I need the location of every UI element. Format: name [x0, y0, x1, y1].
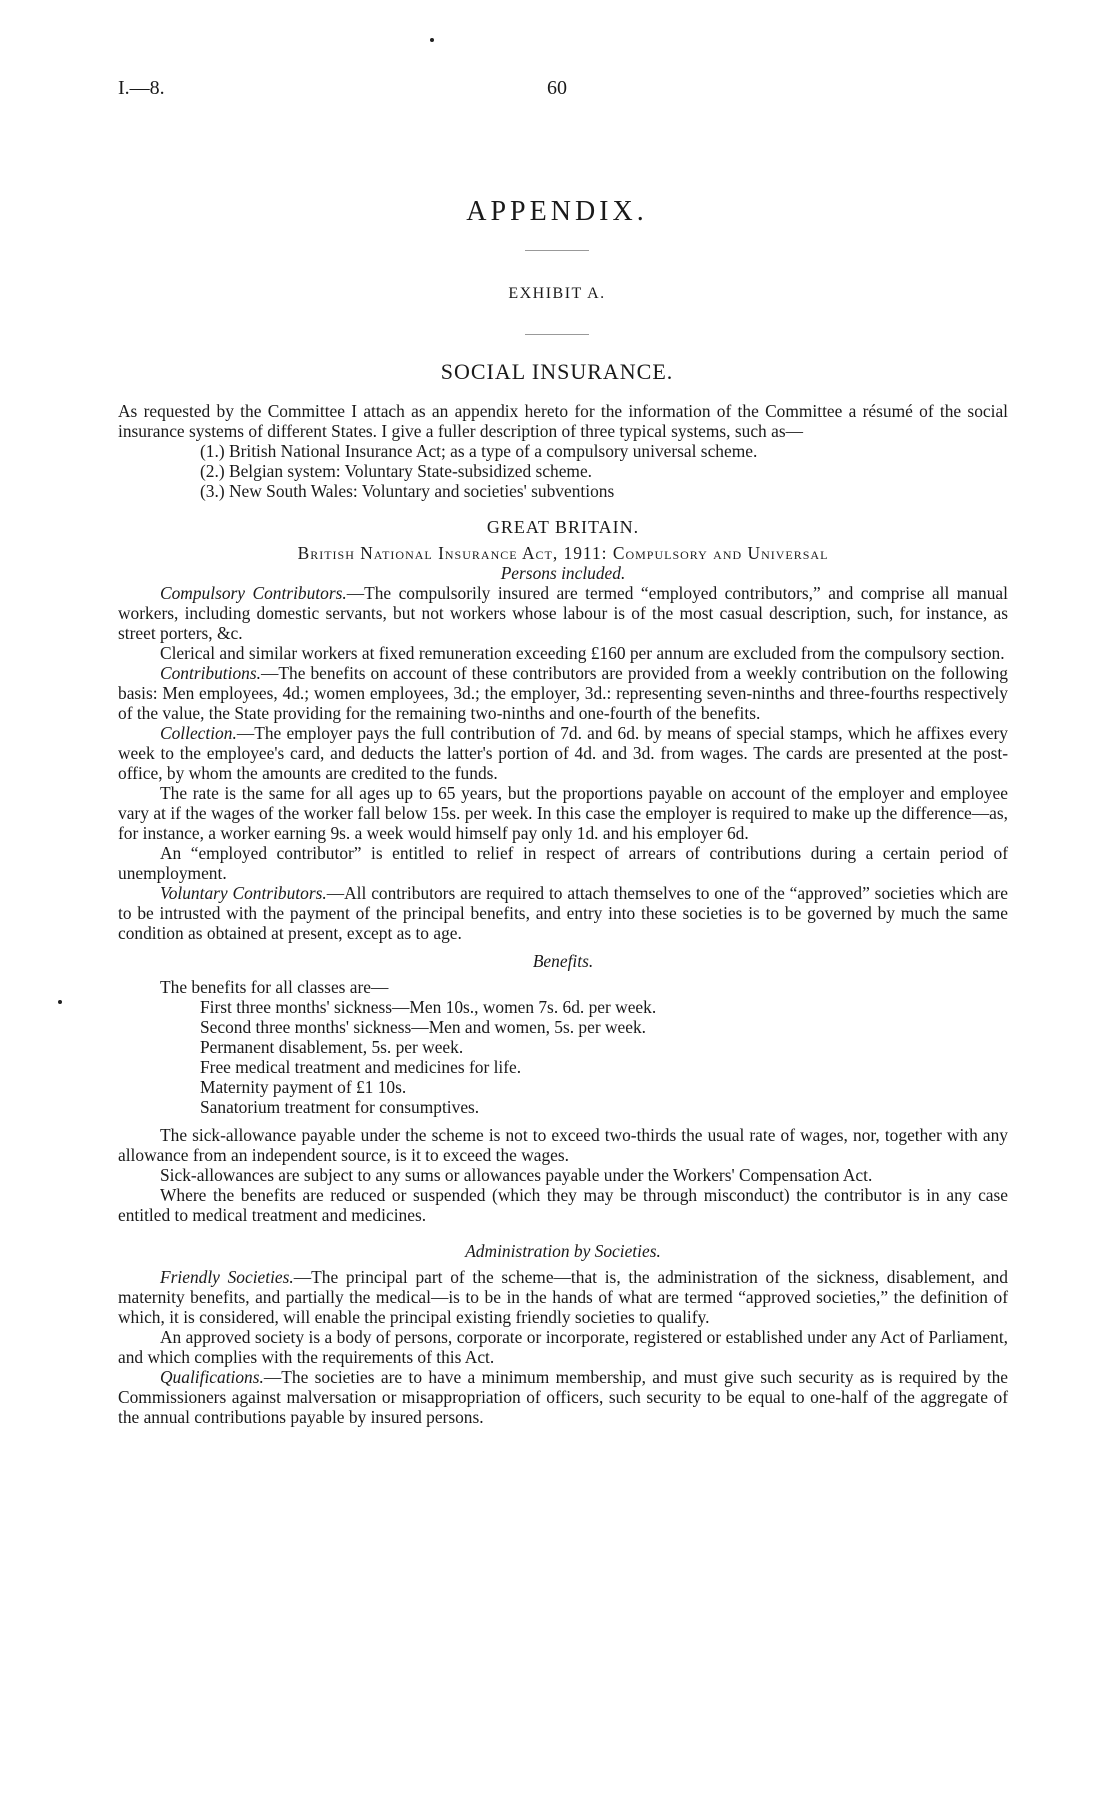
- divider: [525, 250, 589, 251]
- section-title: SOCIAL INSURANCE.: [440, 359, 674, 384]
- system-item: (2.) Belgian system: Voluntary State-subsidized scheme.: [200, 461, 593, 481]
- benefit-item: Sanatorium treatment for consumptives.: [200, 1097, 480, 1117]
- paragraph-lead: Compulsory Contributors.: [160, 583, 347, 603]
- body-text: [118, 401, 1008, 1427]
- ink-speck: [58, 1000, 62, 1004]
- paragraph-text: An “employed contributor” is entitled to relief in respect of arrears of contributions during a certain period of unemployment.: [118, 843, 1008, 883]
- benefits-intro: The benefits for all classes are—: [160, 977, 389, 997]
- paragraph-lead: Friendly Societies.: [160, 1267, 294, 1287]
- paragraph-text: The rate is the same for all ages up to 65 years, but the proportions payable on account of the employer and employee vary at if the wages of the worker fall below 15s. per week. In this case the employer is required to make up the difference—as, for instance, a worker earning 9s. a week would himself pay only 1d. and his employer 6d.: [118, 783, 1008, 843]
- paragraph-lead: Voluntary Contributors.: [160, 883, 327, 903]
- system-item: (3.) New South Wales: Voluntary and societies' subventions: [200, 481, 615, 501]
- paragraph: [118, 643, 1008, 663]
- paragraph-text: —The employer pays the full contribution of 7d. and 6d. by means of special stamps, which he affixes every week to the employee's card, and deducts the latter's portion of 4d. and 3d. from wages. The cards are presented at the post-office, by whom the amounts are credited to the funds.: [118, 723, 1008, 783]
- page-header: [118, 78, 996, 104]
- exhibit-label: EXHIBIT A.: [508, 285, 606, 302]
- paragraph: [118, 583, 1008, 643]
- administration-heading: Administration by Societies.: [465, 1241, 661, 1261]
- benefit-item: Permanent disablement, 5s. per week.: [200, 1037, 464, 1057]
- great-britain-heading: GREAT BRITAIN.: [486, 517, 640, 537]
- paragraph-text: —The principal part of the scheme—that is, the administration of the sickness, disablement, and maternity benefits, and partially the medical—is to be in the hands of what are termed “approved societies,” the definition of which, it is considered, will enable the principal existing friendly societies to qualify.: [118, 1267, 1008, 1327]
- benefit-item: Maternity payment of £1 10s.: [200, 1077, 407, 1097]
- page-number: 60: [547, 77, 567, 99]
- paragraph-text: Where the benefits are reduced or suspended (which they may be through misconduct) the contributor is in any case entitled to medical treatment and medicines.: [118, 1185, 1008, 1225]
- appendix-title: APPENDIX.: [466, 196, 648, 227]
- benefit-item: First three months' sickness—Men 10s., women 7s. 6d. per week.: [200, 997, 657, 1017]
- paragraph-text: —All contributors are required to attach themselves to one of the “approved” societies which are to be intrusted with the payment of the principal benefits, and entry into these societies is to be governed by much the same condition as obtained at present, except as to age.: [118, 883, 1009, 943]
- paragraph-text: Sick-allowances are subject to any sums or allowances payable under the Workers' Compensation Act.: [160, 1165, 873, 1185]
- paragraph: [118, 663, 1008, 723]
- system-item: (1.) British National Insurance Act; as a type of a compulsory universal scheme.: [200, 441, 758, 461]
- paragraph: [118, 783, 1008, 843]
- intro-paragraph: As requested by the Committee I attach as an appendix hereto for the information of the Committee a résumé of the social insurance systems of different States. I give a fuller description of three typical systems, such as—: [118, 401, 1008, 441]
- divider: [525, 334, 589, 335]
- paragraph: [118, 1367, 1008, 1427]
- paragraph: [118, 1125, 1008, 1165]
- paragraph-text: An approved society is a body of persons, corporate or incorporate, registered or established under any Act of Parliament, and which complies with the requirements of this Act.: [118, 1327, 1008, 1367]
- benefits-heading: Benefits.: [532, 951, 594, 971]
- act-title: British National Insurance Act, 1911: Compulsory and Universal: [297, 543, 829, 563]
- paragraph: [118, 1165, 1008, 1185]
- paragraph-text: —The societies are to have a minimum membership, and must give such security as is required by the Commissioners against malversation or misappropriation of officers, such security to be equal to one-half of the aggregate of the annual contributions payable by insured persons.: [118, 1367, 1008, 1427]
- paragraph-lead: Collection.: [160, 723, 237, 743]
- paragraph: [118, 1185, 1008, 1225]
- paragraph-text: Clerical and similar workers at fixed remuneration exceeding £160 per annum are excluded from the compulsory section.: [160, 643, 1005, 663]
- benefit-item: Second three months' sickness—Men and women, 5s. per week.: [200, 1017, 647, 1037]
- ink-speck: [430, 38, 434, 42]
- paragraph: [118, 843, 1008, 883]
- paragraph-text: —The benefits on account of these contributors are provided from a weekly contribution on the following basis: Men employees, 4d.; women employees, 3d.; the employer, 3d.: representing seven-ninths and three-fourths respectively of the value, the State providing for the remaining two-ninths and one-fourth of the benefits.: [118, 663, 1008, 723]
- paragraph: [118, 1267, 1008, 1327]
- benefit-item: Free medical treatment and medicines for life.: [200, 1057, 522, 1077]
- persons-included-heading: Persons included.: [500, 563, 626, 583]
- page-reference: I.—8.: [118, 77, 165, 99]
- paragraph-text: —The compulsorily insured are termed “employed contributors,” and comprise all manual workers, including domestic servants, but not workers whose labour is of the most casual description, such, for instance, as street porters, &c.: [118, 583, 1008, 643]
- paragraph-lead: Qualifications.: [160, 1367, 264, 1387]
- paragraph-lead: Contributions.: [160, 663, 261, 683]
- paragraph: [118, 723, 1008, 783]
- paragraph: [118, 883, 1008, 943]
- paragraph: [118, 1327, 1008, 1367]
- paragraph-text: The sick-allowance payable under the scheme is not to exceed two-thirds the usual rate of wages, nor, together with any allowance from an independent source, is it to exceed the wages.: [118, 1125, 1008, 1165]
